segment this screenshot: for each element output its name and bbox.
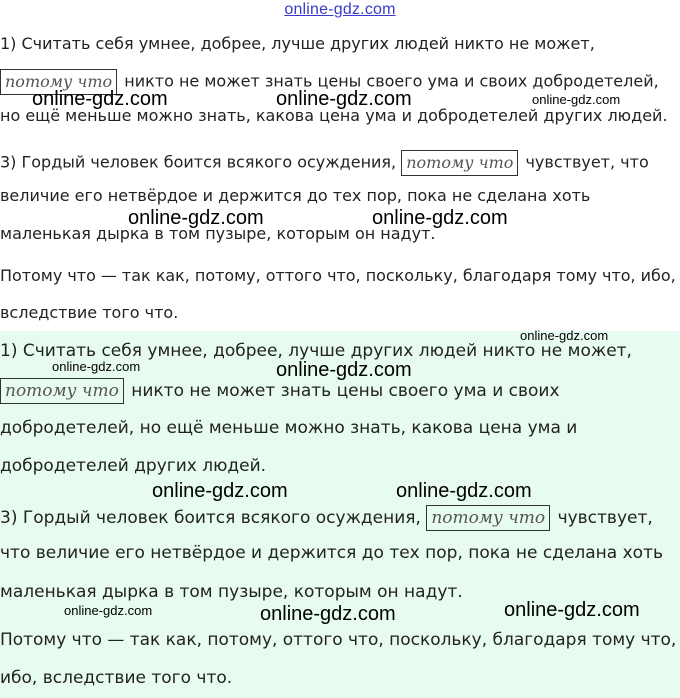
connector-box: потому что bbox=[426, 505, 550, 531]
s2-synonyms-line2: ибо, вследствие того что. bbox=[0, 668, 233, 688]
watermark: online-gdz.com bbox=[64, 603, 153, 618]
site-header-mark[interactable]: online-gdz.com bbox=[284, 1, 396, 18]
s2-synonyms-line1: Потому что — так как, потому, оттого что, поскольку, благодаря тому что, bbox=[0, 630, 677, 650]
watermark: online-gdz.com bbox=[260, 603, 396, 625]
watermark: online-gdz.com bbox=[128, 207, 264, 229]
watermark: online-gdz.com bbox=[504, 599, 640, 621]
s1-sentence1-line3: но ещё меньше можно знать, какова цена ума и добродетелей других людей. bbox=[0, 106, 668, 125]
s2-sentence1-line1: 1) Считать себя умнее, добрее, лучше других людей никто не может, bbox=[0, 341, 632, 361]
s1-sentence1-line1: 1) Считать себя умнее, добрее, лучше других людей никто не может, bbox=[0, 34, 595, 53]
s1-sentence3-line3: маленькая дырка в том пузыре, которым он надут. bbox=[0, 224, 436, 243]
watermark: online-gdz.com bbox=[152, 480, 288, 502]
s2-sentence1-line3: добродетелей, но ещё меньше можно знать, какова цена ума и bbox=[0, 418, 578, 438]
watermark: online-gdz.com bbox=[532, 92, 621, 107]
s1-sentence3-line1-text: 3) Гордый человек боится всякого осуждения, bbox=[0, 152, 397, 172]
s1-sentence3-line1 bbox=[0, 150, 649, 176]
s2-sentence1-line2-text: никто не может знать цены своего ума и своих bbox=[131, 381, 560, 401]
s1-synonyms-line1: Потому что — так как, потому, оттого что, поскольку, благодаря тому что, ибо, bbox=[0, 266, 676, 285]
connector-box: потому что bbox=[0, 69, 117, 95]
watermark: online-gdz.com bbox=[32, 88, 168, 110]
watermark: online-gdz.com bbox=[396, 480, 532, 502]
s2-sentence3-line3: маленькая дырка в том пузыре, которым он надут. bbox=[0, 582, 463, 602]
watermark: online-gdz.com bbox=[52, 359, 141, 374]
watermark: online-gdz.com bbox=[372, 207, 508, 229]
connector-box: потому что bbox=[0, 378, 124, 404]
watermark: online-gdz.com bbox=[520, 328, 609, 343]
watermark: online-gdz.com bbox=[276, 359, 412, 381]
s2-sentence3-line1 bbox=[0, 505, 653, 531]
s1-sentence3-line1-tail: чувствует, что bbox=[525, 152, 649, 172]
watermark: online-gdz.com bbox=[276, 88, 412, 110]
s1-synonyms-line2: вследствие того что. bbox=[0, 303, 179, 322]
connector-box: потому что bbox=[401, 150, 518, 176]
s2-sentence3-line1-tail: чувствует, bbox=[557, 508, 653, 528]
s2-sentence3-line2: что величие его нетвёрдое и держится до тех пор, пока не сделана хоть bbox=[0, 543, 663, 563]
s1-sentence3-line2: величие его нетвёрдое и держится до тех пор, пока не сделана хоть bbox=[0, 186, 591, 205]
s2-sentence3-line1-text: 3) Гордый человек боится всякого осуждения, bbox=[0, 508, 421, 528]
s2-sentence1-line4: добродетелей других людей. bbox=[0, 456, 267, 476]
s1-sentence1-line2-text: никто не может знать цены своего ума и своих добродетелей, bbox=[124, 71, 659, 91]
